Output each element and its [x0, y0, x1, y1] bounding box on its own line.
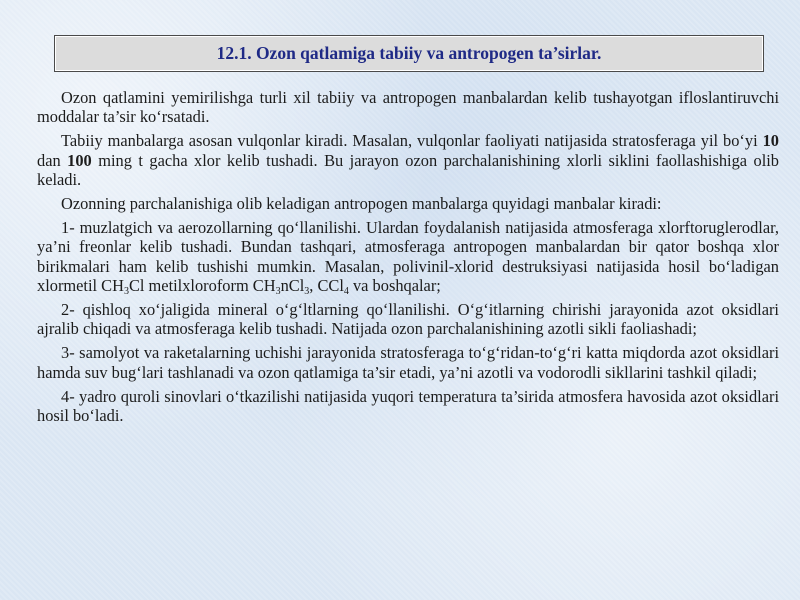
- paragraph-natural-sources: Tabiiy manbalarga asosan vulqonlar kiradi. Masalan, vulqonlar faoliyati natijasida stratosferaga yil bo‘yi 10 dan 100 ming t gacha xlor kelib tushadi. Bu jarayon ozon parchalanishining xlorli siklini faollashishiga olib keladi.: [37, 131, 780, 189]
- document-body: [37, 88, 779, 430]
- subscript: 4: [343, 285, 349, 297]
- subscript: 3: [123, 285, 129, 297]
- paragraph-intro: Ozon qatlamini yemirilishga turli xil tabiiy va antropogen manbalardan kelib tushayotgan ifloslantiruvchi moddalar ta’sir ko‘rsatadi.: [37, 88, 779, 127]
- number-100: 100: [67, 150, 92, 170]
- paragraph-anthropogen-intro: Ozonning parchalanishiga olib keladigan antropogen manbalarga quyidagi manbalar kiradi:: [61, 194, 662, 214]
- paragraph-item-3: 3- samolyot va raketalarning uchishi jarayonida stratosferaga to‘g‘ridan-to‘g‘ri katta miqdorda azot oksidlari hamda suv bug‘lari tashlanadi va ozon qatlamiga ta’sir etadi, ya’ni azotli va vodorodli sikllarini tashkil qiladi;: [37, 343, 779, 382]
- subscript: 3: [275, 285, 281, 297]
- subscript: 3: [304, 285, 310, 297]
- section-title: 12.1. Ozon qatlamiga tabiiy va antropogen ta’sirlar.: [216, 43, 602, 63]
- number-10: 10: [762, 131, 779, 151]
- paragraph-item-4: 4- yadro quroli sinovlari o‘tkazilishi natijasida yuqori temperatura ta’sirida atmosfera havosida azot oksidlari hosil bo‘ladi.: [37, 386, 779, 426]
- paragraph-item-2: 2- qishloq xo‘jaligida mineral o‘g‘ltlarning qo‘llanilishi. O‘g‘itlarning chirishi jarayonida azot oksidlari ajralib chiqadi va atmosferaga kelib tushadi. Natijada ozon parchalanishining azotli sikli faoliashadi;: [37, 300, 779, 339]
- paragraph-item-1: 1- muzlatgich va aerozollarning qo‘llanilishi. Ulardan foydalanish natijasida atmosferaga xlorftoruglerodlar, ya’ni freonlar kelib tushadi. Bundan tashqari, atmosferaga antropogen manbalardan bir qator boshqa xlor birikmalari ham kelib tushishi mumkin. Masalan, polivinil-xlorid destruksiyasi natijasida hosil bo‘ladigan xlormetil $CH_3Cl$ metilxloroform $CH_3nCl_3$, CCl$_4$ va boshqalar;: [37, 218, 779, 297]
- section-title-box: [54, 35, 764, 72]
